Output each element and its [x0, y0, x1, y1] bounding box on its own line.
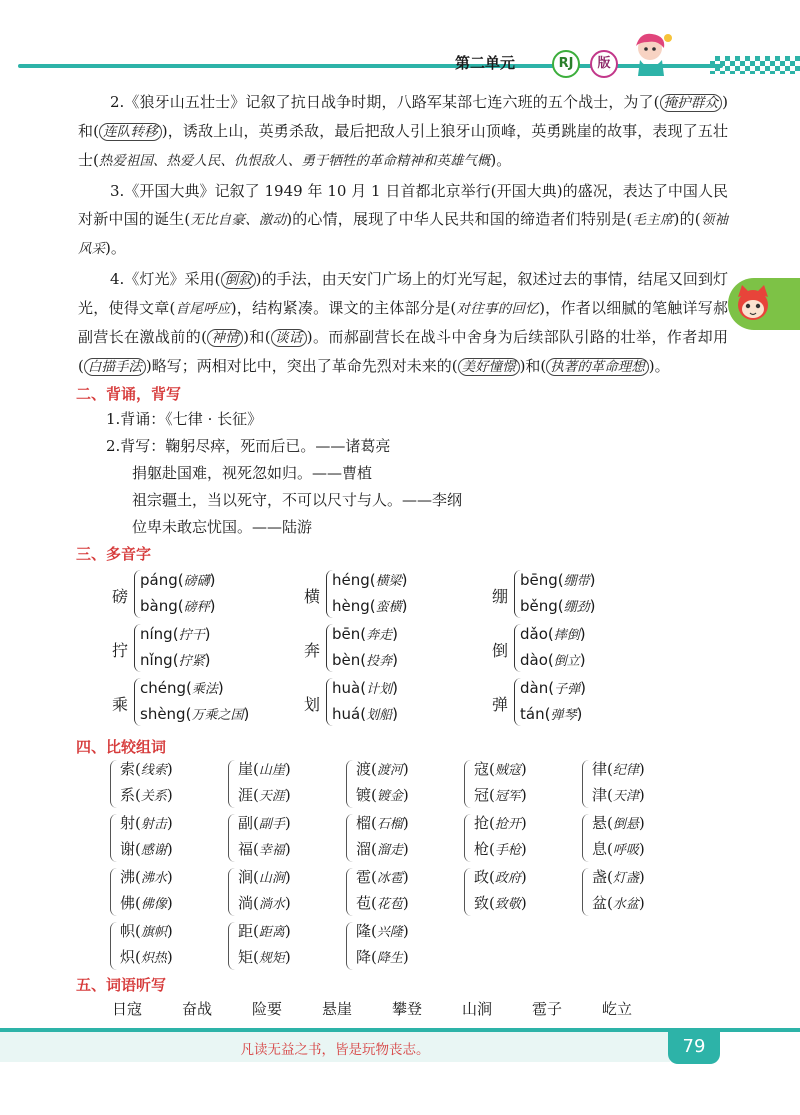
word: 佛像: [140, 897, 167, 912]
char: 崖: [238, 760, 254, 778]
answer: 首尾呼应: [175, 301, 231, 317]
word: 兴隆: [376, 925, 403, 940]
char: 距: [238, 922, 254, 940]
text: )。: [490, 151, 512, 169]
word: 倒立: [553, 654, 580, 669]
compare-group: 副(副手) 福(幸福): [228, 812, 338, 866]
char: 雹: [356, 868, 372, 886]
text: )。: [105, 239, 126, 257]
brace: [228, 922, 235, 970]
compare-group: 涧(山涧) 淌(淌水): [228, 866, 338, 920]
polyphone-char: 横: [304, 587, 321, 606]
word: 横梁: [375, 574, 402, 589]
char: 榴: [356, 814, 372, 832]
answer: 白描手法: [84, 358, 146, 376]
word: 弹琴: [550, 708, 577, 723]
brace: [228, 814, 235, 862]
brace: [582, 868, 589, 916]
pinyin: chéng: [140, 679, 187, 697]
text: )的手法，由天安门广场上的灯光写起，叙述过去的事情，结尾又回到灯光，使得文章(: [78, 270, 729, 317]
compare-group: 榴(石榴) 溜(溜走): [346, 812, 456, 866]
polyphone-group: 弹 dàn(子弹) tán(弹琴): [492, 678, 672, 730]
dictation-word: 日寇: [112, 1000, 143, 1018]
word: 渡河: [376, 763, 403, 778]
brace: [228, 760, 235, 808]
paragraph-4: [78, 265, 728, 381]
brace: [346, 868, 353, 916]
pinyin: héng: [332, 571, 370, 589]
section-title-dictation: 五、词语听写: [76, 976, 167, 994]
word: 倒悬: [612, 817, 639, 832]
word: 石榴: [376, 817, 403, 832]
word: 幸福: [258, 843, 285, 858]
char: 射: [120, 814, 136, 832]
word: 抢开: [494, 817, 521, 832]
text: )和(: [78, 93, 728, 140]
polyphone-char: 绷: [492, 587, 509, 606]
word: 拧紧: [178, 654, 205, 669]
recite-line-2: 2.背写：鞠躬尽瘁，死而后已。——诸葛亮: [106, 437, 391, 455]
char: 隆: [356, 922, 372, 940]
char: 福: [238, 840, 254, 858]
compare-group: 盏(灯盏) 盆(水盆): [582, 866, 692, 920]
recite-line-5: 位卑未敢忘忧国。——陆游: [132, 518, 313, 536]
text: )，诱敌上山，英勇杀敌，最后把敌人引上狼牙山顶峰，英勇跳崖的故事，表现了五壮士(: [78, 122, 728, 169]
text: )的心情，展现了中华人民共和国的缔造者们特别是(: [286, 210, 633, 228]
char: 帜: [120, 922, 136, 940]
answer: 毛主席: [632, 212, 674, 228]
char: 降: [356, 948, 372, 966]
pinyin: dǎo: [520, 625, 548, 643]
dictation-word: 山涧: [462, 1000, 493, 1018]
brace: [110, 922, 117, 970]
text: )。: [648, 357, 670, 375]
char: 枪: [474, 840, 490, 858]
word: 政府: [494, 871, 521, 886]
word: 磅秤: [183, 600, 210, 615]
compare-group: 索(线索) 系(关系): [110, 758, 220, 812]
brace: [110, 760, 117, 808]
edition-badge-ban: 版: [590, 50, 618, 78]
compare-group: 距(距离) 矩(规矩): [228, 920, 338, 974]
pinyin: bēn: [332, 625, 361, 643]
polyphone-char: 倒: [492, 641, 509, 660]
word: 乘法: [191, 682, 218, 697]
answer: 掩护群众: [660, 94, 723, 112]
pinyin: tán: [520, 705, 545, 723]
compare-group: 政(政府) 致(致敬): [464, 866, 574, 920]
word: 感谢: [140, 843, 167, 858]
recite-line-1: 1.背诵：《七律 · 长征》: [106, 410, 263, 428]
pinyin: huà: [332, 679, 361, 697]
word: 水盆: [612, 897, 639, 912]
word: 镀金: [376, 789, 403, 804]
char: 溜: [356, 840, 372, 858]
dictation-word: 雹子: [532, 1000, 563, 1018]
word: 摔倒: [553, 628, 580, 643]
brace: [464, 868, 471, 916]
recite-line-3: 捐躯赴国难，视死忽如归。——曹植: [132, 464, 373, 482]
compare-group: 崖(山崖) 涯(天涯): [228, 758, 338, 812]
char: 盆: [592, 894, 608, 912]
cartoon-cat-icon: [732, 283, 774, 325]
paragraph-2: [78, 88, 728, 175]
word: 山崖: [258, 763, 285, 778]
polyphone-group: 倒 dǎo(摔倒) dào(倒立): [492, 624, 672, 676]
word: 溜走: [376, 843, 403, 858]
char: 津: [592, 786, 608, 804]
text: )。而郝副营长在战斗中舍身为后续部队引路的壮举，作者却用(: [78, 328, 728, 375]
brace: [464, 760, 471, 808]
dictation-word: 攀登: [392, 1000, 423, 1018]
polyphone-group: 划 huà(计划) huá(划船): [304, 678, 484, 730]
answer: 执著的革命理想: [546, 358, 649, 376]
pinyin: nǐng: [140, 651, 173, 669]
word: 关系: [140, 789, 167, 804]
word: 降生: [376, 951, 403, 966]
word: 炽热: [140, 951, 167, 966]
word: 奔走: [366, 628, 393, 643]
text: )略写；两相对比中，突出了革命先烈对未来的(: [145, 357, 458, 375]
word: 距离: [258, 925, 285, 940]
paragraph-3: [78, 177, 728, 263]
edition-badge-rj: RJ: [552, 50, 580, 78]
pinyin: běng: [520, 597, 558, 615]
text: )和(: [243, 328, 271, 346]
pinyin: dào: [520, 651, 548, 669]
answer: 神情: [207, 329, 243, 347]
brace: [228, 868, 235, 916]
pinyin: huá: [332, 705, 361, 723]
char: 镀: [356, 786, 372, 804]
polyphone-group: 拧 níng(拧干) nǐng(拧紧): [112, 624, 292, 676]
page-number: 79: [668, 1030, 720, 1064]
polyphone-group: 绷 bēng(绷带) běng(绷劲): [492, 570, 672, 622]
pinyin: dàn: [520, 679, 549, 697]
text: )，结构紧凑。课文的主体部分是(: [230, 299, 457, 317]
char: 系: [120, 786, 136, 804]
polyphone-grid: [112, 570, 672, 730]
word: 拧干: [178, 628, 205, 643]
word: 纪律: [612, 763, 639, 778]
answer: 无比自豪、激动: [190, 212, 287, 228]
word: 绷劲: [563, 600, 590, 615]
char: 政: [474, 868, 490, 886]
word: 致敬: [494, 897, 521, 912]
word: 呼吸: [612, 843, 639, 858]
word: 投奔: [366, 654, 393, 669]
word: 沸水: [140, 871, 167, 886]
char: 谢: [120, 840, 136, 858]
char: 副: [238, 814, 254, 832]
mascot-girl-icon: [618, 30, 678, 80]
pinyin: bèn: [332, 651, 361, 669]
word: 冠军: [494, 789, 521, 804]
word: 计划: [366, 682, 393, 697]
recite-line-4: 祖宗疆土，当以死守，不可以尺寸与人。——李纲: [132, 491, 463, 509]
char: 致: [474, 894, 490, 912]
char: 盏: [592, 868, 608, 886]
answer: 领袖风采: [78, 212, 729, 257]
text: )和(: [519, 357, 547, 375]
brace: [110, 868, 117, 916]
answer: 连队转移: [99, 123, 162, 141]
compare-group: 寇(贼寇) 冠(冠军): [464, 758, 574, 812]
compare-group: 渡(渡河) 镀(镀金): [346, 758, 456, 812]
word: 贼寇: [494, 763, 521, 778]
word: 万乘之国: [191, 708, 244, 723]
word: 子弹: [554, 682, 581, 697]
char: 佛: [120, 894, 136, 912]
polyphone-char: 弹: [492, 695, 509, 714]
compare-group: 抢(抢开) 枪(手枪): [464, 812, 574, 866]
char: 涧: [238, 868, 254, 886]
pinyin: páng: [140, 571, 178, 589]
compare-group: 悬(倒悬) 息(呼吸): [582, 812, 692, 866]
section-title-compare: 四、比较组词: [76, 738, 167, 756]
char: 涯: [238, 786, 254, 804]
compare-group: 律(纪律) 津(天津): [582, 758, 692, 812]
polyphone-group: 奔 bēn(奔走) bèn(投奔): [304, 624, 484, 676]
brace: [110, 814, 117, 862]
char: 冠: [474, 786, 490, 804]
word: 旗帜: [140, 925, 167, 940]
polyphone-group: 磅 páng(磅礴) bàng(磅秤): [112, 570, 292, 622]
brace: [346, 922, 353, 970]
polyphone-group: 乘 chéng(乘法) shèng(万乘之国): [112, 678, 292, 730]
char: 渡: [356, 760, 372, 778]
dictation-word: 悬崖: [322, 1000, 353, 1018]
header-checker-pattern: [710, 56, 800, 74]
text: 4.《灯光》采用(: [110, 270, 221, 288]
answer: 对往事的回忆: [456, 301, 540, 317]
compare-words-grid: [110, 758, 670, 968]
word: 手枪: [494, 843, 521, 858]
brace: [346, 760, 353, 808]
word: 蛮横: [375, 600, 402, 615]
compare-group: 帜(旗帜) 炽(炽热): [110, 920, 220, 974]
word: 花苞: [376, 897, 403, 912]
compare-group: 沸(沸水) 佛(佛像): [110, 866, 220, 920]
dictation-word: 奋战: [182, 1000, 213, 1018]
polyphone-group: 横 héng(横梁) hèng(蛮横): [304, 570, 484, 622]
char: 息: [592, 840, 608, 858]
char: 索: [120, 760, 136, 778]
compare-group: 射(射击) 谢(感谢): [110, 812, 220, 866]
answer: 谈话: [271, 329, 307, 347]
dictation-words: [112, 998, 672, 1019]
compare-group: 雹(冰雹) 苞(花苞): [346, 866, 456, 920]
polyphone-char: 磅: [112, 587, 129, 606]
char: 寇: [474, 760, 490, 778]
word: 山涧: [258, 871, 285, 886]
char: 律: [592, 760, 608, 778]
text: )，作者以细腻的笔触详写郝副营长在激战前的(: [78, 299, 729, 346]
pinyin: níng: [140, 625, 173, 643]
pinyin: hèng: [332, 597, 370, 615]
dictation-word: 险要: [252, 1000, 283, 1018]
polyphone-char: 划: [304, 695, 321, 714]
brace: [582, 760, 589, 808]
polyphone-char: 拧: [112, 641, 129, 660]
footer-motto: 凡读无益之书，皆是玩物丧志。: [240, 1042, 430, 1058]
polyphone-char: 乘: [112, 695, 129, 714]
brace: [464, 814, 471, 862]
word: 线索: [140, 763, 167, 778]
word: 射击: [140, 817, 167, 832]
pinyin: shèng: [140, 705, 186, 723]
brace: [582, 814, 589, 862]
word: 磅礴: [183, 574, 210, 589]
text: )的(: [673, 210, 701, 228]
text: 2.《狼牙山五壮士》记叙了抗日战争时期，八路军某部七连六班的五个战士，为了(: [110, 93, 660, 111]
dictation-word: 屹立: [602, 1000, 633, 1018]
char: 苞: [356, 894, 372, 912]
answer: 热爱祖国、热爱人民、仇恨敌人、勇于牺牲的革命精神和英雄气概: [98, 153, 491, 169]
pinyin: bēng: [520, 571, 558, 589]
text: 3.《开国大典》记叙了 1949 年 10 月 1 日首都北京举行(开国大典)的盛况，表达了中国人民对新中国的诞生(: [78, 182, 728, 228]
word: 天涯: [258, 789, 285, 804]
word: 划船: [366, 708, 393, 723]
char: 沸: [120, 868, 136, 886]
polyphone-char: 奔: [304, 641, 321, 660]
word: 灯盏: [612, 871, 639, 886]
char: 淌: [238, 894, 254, 912]
char: 悬: [592, 814, 608, 832]
char: 炽: [120, 948, 136, 966]
answer: 美好憧憬: [458, 358, 520, 376]
word: 规矩: [258, 951, 285, 966]
word: 冰雹: [376, 871, 403, 886]
pinyin: bàng: [140, 597, 178, 615]
compare-group: 隆(兴隆) 降(降生): [346, 920, 456, 974]
answer: 倒叙: [221, 271, 256, 289]
word: 绷带: [563, 574, 590, 589]
word: 淌水: [258, 897, 285, 912]
section-title-recite: 二、背诵，背写: [76, 385, 182, 403]
word: 天津: [612, 789, 639, 804]
unit-title: 第二单元: [455, 54, 516, 72]
char: 抢: [474, 814, 490, 832]
char: 矩: [238, 948, 254, 966]
word: 副手: [258, 817, 285, 832]
lesson-summary: [78, 88, 728, 566]
brace: [346, 814, 353, 862]
section-title-polyphone: 三、多音字: [76, 545, 152, 563]
